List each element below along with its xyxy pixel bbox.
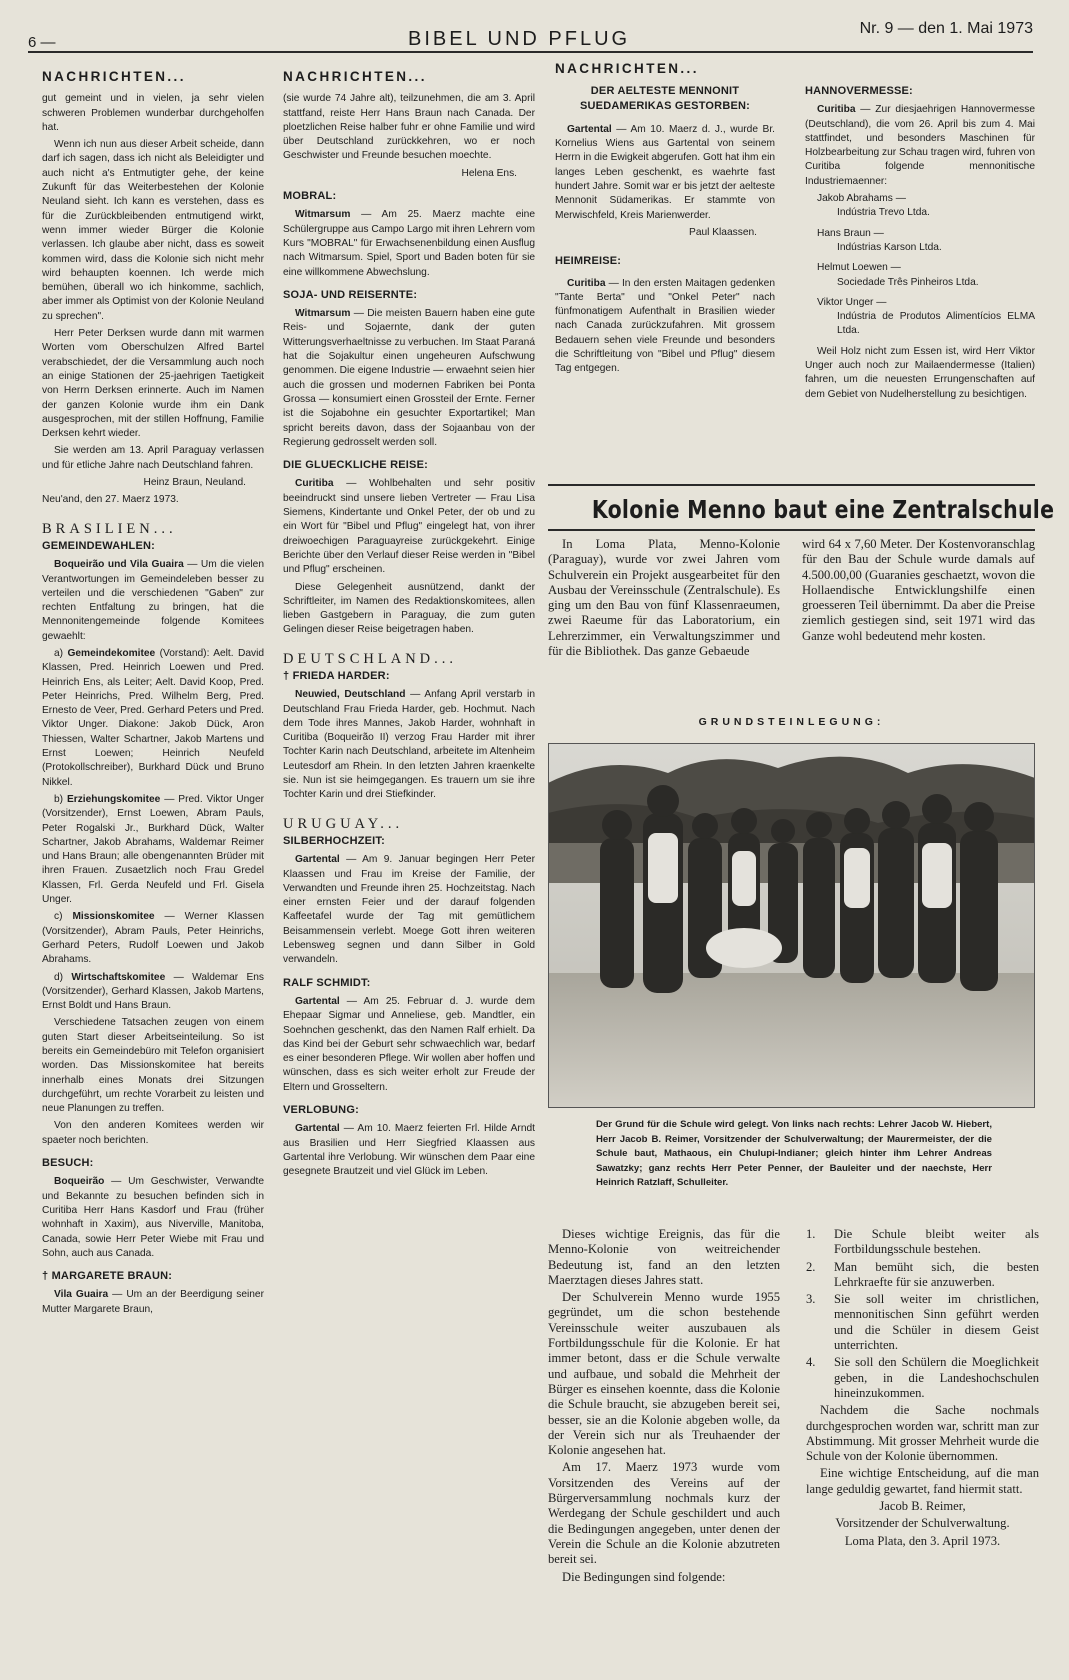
exhibitor-name: Jakob Abrahams — bbox=[817, 193, 906, 205]
column-1 bbox=[42, 70, 264, 1320]
page-number: 6 — bbox=[28, 34, 56, 51]
text: — Anfang April verstarb in Deutschland Frau Frieda Harder, geb. Hochmut. Nach dem Tode ihres Mannes, Jakob Harder, wohnhaft in Curitiba (Boqueirão II) verzog Frau Harder mit ihrer Tochter Karin nach Deutschland, arbeitete im Altenheim Leutesdorf am Rhein. In den letzten Jahren kraenkelte sie. Nun ist sie heimgegangen. Es trauern um sie ihre Tochter Karin und drei Stiefkinder. bbox=[283, 689, 535, 801]
item-text: Sie soll den Schülern die Moeglichkeit geben, in die Landeshochschulen hineinzukommen. bbox=[834, 1355, 1039, 1400]
column-2 bbox=[283, 70, 535, 1182]
article-heading: DER AELTESTE MENNONIT SUEDAMERIKAS GESTORBEN: bbox=[579, 85, 751, 112]
exhibitor-firm: Indústria de Produtos Alimentícios ELMA Ltda. bbox=[837, 311, 1035, 337]
paragraph bbox=[283, 1122, 535, 1179]
text: — Zur diesjaehrigen Hannovermesse (Deutschland), die vom 26. April bis zum 4. Mai stattfindet, und besonders Maschinen für Holzbearbeitung zur Schau tragen wird, fuhren von Curitiba folgende mennonitische Industriemaenner: bbox=[805, 104, 1035, 187]
place: Boqueirão und Vila Guaira bbox=[54, 559, 184, 571]
text: — Waldemar Ens (Vorsitzender), Gerhard Klassen, Jakob Martens, Ernst Boldt und Hans Braun. bbox=[42, 971, 264, 1012]
signature: Jacob B. Reimer, bbox=[879, 1499, 966, 1514]
item-text: Man bemüht sich, die besten Lehrkraefte für sie anzuwerben. bbox=[834, 1259, 1039, 1289]
place: Boqueirão bbox=[54, 1176, 105, 1188]
header-rule bbox=[28, 51, 1033, 53]
feature-top-rule bbox=[548, 484, 1035, 486]
paragraph bbox=[283, 477, 535, 577]
item-number: 4. bbox=[806, 1355, 816, 1370]
paragraph bbox=[283, 995, 535, 1095]
paragraph: a) Gemeindekomitee (Vorstand): Aelt. David Klassen, Pred. Heinrich Loewen und Pred. Heinrich Ens, als Leiter; Aelt. David Koop, Pred. Peter Heinrichs, Pred. Wilhelm Berg, Pred. Ernesto de Veer, Pred. Gerhard Peters und Pred. Viktor Unger. Diakone: Jakob Dück, Aron Thiessen, Walter Schartner, Jakob Martens und Ernst Loewen; Heinrich Neufeld (Protokollschreiber), Burkhard Dück und Bruno Nikkel. bbox=[42, 647, 265, 788]
article-heading: BESUCH: bbox=[42, 1157, 94, 1170]
article-heading: † FRIEDA HARDER: bbox=[283, 669, 390, 682]
paragraph: Wenn ich nun aus dieser Arbeit scheide, dann darf ich sagen, dass ich nicht als Beleidigter und auch nicht a's Entmutigter gehe, der keine Zukunft für das Weiterbestehen der Kolonie Neuland sieht. Ich kann es verstehen, dass es für die Zurückbleibenden entmutigend wirkt, wenn immer wieder Bürger die Kolonie verlassen. Ich glaube aber nicht, dass es soweit kommen wird, dass die Kolonie sich nicht mehr wird behaupten koennen. Ich werde mich bemühen, überall wo ich hinkomme, sachlich, aber immer als Optimist von der Kolonie Neuland zu sprechen". bbox=[42, 139, 264, 322]
article-heading: MOBRAL: bbox=[283, 190, 337, 203]
item-text: Die Schule bleibt weiter als Fortbildungsschule bestehen. bbox=[834, 1227, 1039, 1257]
paragraph: Diese Gelegenheit ausnützend, dankt der Schriftleiter, im Namen des Redaktionskomitees, allen lieben Gastgebern in Paraguay, die zum guten Gelingen dieser Reise beigetragen haben. bbox=[283, 581, 535, 636]
article-heading: GEMEINDEWAHLEN: bbox=[42, 539, 155, 552]
paragraph: In Loma Plata, Menno-Kolonie (Paraguay), wurde vor zwei Jahren vom Schulverein ein Projekt ausgearbeitet für den Ausbau der Vereinsschule (Zentralschule). Es ging um den Bau von fünf Klassenraeumen, zwei Raeume für das Laboratorium, ein Lehrerzimmer, ein Verwaltungszimmer und für die Bibliothek. Das ganze Gebaeude bbox=[548, 537, 780, 659]
exhibitor-firm: Indústria Trevo Ltda. bbox=[837, 207, 930, 219]
paragraph: c) Missionskomitee — Werner Klassen (Vorsitzender), Abram Pauls, Peter Heinrichs, Gerhard Peters, Rudolf Loewen und Jakob Abrahams. bbox=[42, 911, 264, 966]
place: Neuwied, Deutschland bbox=[295, 689, 406, 701]
label: Wirtschaftskomitee bbox=[71, 971, 166, 983]
text: — Am 9. Januar begingen Herr Peter Klaassen und Frau im Kreise der Familie, der Verwandten und Freunde ihren 25. Hochzeitstag. Nach einer ernsten Feier und der darauf folgenden Kaffeetafel wurde der Tag mit gemütlichem Beisammensein verlebt. Moege Gott ihren weiteren Lebensweg segnen und dann Silber in Gold verwandeln. bbox=[283, 854, 535, 966]
page-header bbox=[28, 14, 1033, 50]
paragraph bbox=[283, 688, 535, 802]
feature-body-left bbox=[548, 1227, 780, 1587]
section-heading: NACHRICHTEN... bbox=[42, 69, 186, 84]
text: (Vorstand): Aelt. David Klassen, Pred. Heinrich Loewen und Pred. Heinrich Ens, als Leiter; Aelt. David Koop, Pred. Peter Heinrichs, Pred. Wilhelm Berg, Pred. Ernesto de Veer, Pred. Gerhard Peters und Pred. Viktor Unger. Diakone: Jakob Dück, Aron Thiessen, Walter Schartner, Jakob Martens und Ernst Loewen; Heinrich Neufeld (Protokollschreiber), Burkhard Dück und Bruno Nikkel. bbox=[42, 647, 265, 788]
paragraph: Sie werden am 13. April Paraguay verlassen und für etliche Jahre nach Deutschland fahren. bbox=[42, 445, 264, 471]
section-heading: NACHRICHTEN... bbox=[555, 61, 699, 76]
exhibitor-firm: Indústrias Karson Ltda. bbox=[837, 241, 942, 253]
text: — Um die vielen Verantwortungen im Gemeindeleben besser zu verteilen und die verschiedenen "Gaben" zur rechten Entfaltung zu bringen, hat die Mennonitengemeinde folgende Komitees gewaehlt: bbox=[42, 559, 264, 642]
paragraph: Von den anderen Komitees werden wir spaeter noch berichten. bbox=[42, 1120, 264, 1146]
signature-role: Vorsitzender der Schulverwaltung. bbox=[835, 1516, 1010, 1531]
paragraph: Herr Peter Derksen wurde dann mit warmen Worten vom Oberschulzen Alfred Bartel verabschiedet, der die Versammlung auch noch an einige Stationen der 25-jaehrigen Taetigkeit von Herrn Derksen erinnerte. Auch im Namen der ganzen Kolonie wurde ihm ein Dank ausgesprochen, mit der stillen Hoffnung, Familie Derksen kehrt wieder. bbox=[42, 328, 264, 440]
place: Curitiba bbox=[817, 104, 856, 116]
exhibitor-firm: Sociedade Três Pinheiros Ltda. bbox=[837, 276, 979, 288]
country-heading: DEUTSCHLAND... bbox=[283, 650, 458, 667]
feature-headline-rule bbox=[548, 529, 1035, 531]
dateline: Neu'and, den 27. Maerz 1973. bbox=[42, 494, 179, 506]
paragraph bbox=[42, 1175, 264, 1261]
signature: Paul Klaassen. bbox=[689, 226, 757, 238]
country-heading: BRASILIEN... bbox=[42, 520, 177, 537]
label: Gemeindekomitee bbox=[67, 647, 156, 659]
exhibitor-name: Helmut Loewen — bbox=[817, 262, 901, 274]
article-heading: VERLOBUNG: bbox=[283, 1104, 359, 1116]
text: — Wohlbehalten und sehr positiv beeindruckt sind unsere lieben Vertreter — Frau Lisa Siemens, Kindertante und Onkel Peter, der ob und zu ein Wort für "Bibel und Pflug" eingelegt hat, von ihrer dreiwoechigen Paraguayreise zurückgekehrt. Einige Berichte über den Verlauf dieser Reise werden in "Bibel und Pflug" erscheinen. bbox=[283, 478, 535, 576]
text: — Am 10. Maerz feierten Frl. Hilde Arndt aus Brasilien und Herr Siegfried Klaassen aus Gartental ihre Verlobung. Wir wünschen dem Paar eine gesegnete Brautzeit und viel Glück im Leben. bbox=[283, 1123, 535, 1178]
place: Witmarsum bbox=[295, 209, 351, 221]
column-4 bbox=[805, 62, 1035, 405]
condition-item bbox=[806, 1292, 1039, 1353]
paragraph: wird 64 x 7,60 Meter. Der Kostenvoranschlag für den Bau der Schule wurde damals auf 4.500.00,00 (Guaranies geschaetzt, wovon die Hollaendische Entwicklungshilfe einen groesseren Teil übernimmt. Da aber die Preise ziemlich gestiegen sind, seit 1971 wird das Ganze wohl bedeutend mehr kosten. bbox=[802, 537, 1035, 643]
item-number: 2. bbox=[806, 1259, 816, 1274]
text: — Am 25. Maerz machte eine Schülergruppe aus Campo Largo mit ihren Lehrern vom Kurs "MOBRAL" für Erwachsenenbildung einen Ausflug nach Witmarsum. Spiel, Sport und Baden boten für sie eine willkommene Abwechslung. bbox=[283, 209, 535, 278]
place: Witmarsum bbox=[295, 308, 351, 320]
paragraph: Verschiedene Tatsachen zeugen von einem guten Start dieser Arbeitseinteilung. So ist bereits ein Gemeindebüro mit Telefon organisiert worden. Das Missionskomitee hat bereits innerhalb eines Monats drei Sitzungen durchgeführt, um rechte Vorarbeit zu leisten und neue Planungen zu treffen. bbox=[42, 1017, 264, 1115]
feature-intro-left bbox=[548, 537, 780, 661]
paragraph: Die Bedingungen sind folgende: bbox=[562, 1569, 726, 1584]
article-heading: SOJA- UND REISERNTE: bbox=[283, 288, 418, 301]
article-heading: HANNOVERMESSE: bbox=[805, 85, 913, 97]
item-text: Sie soll weiter im christlichen, mennonitischen Sinn geführt werden und die Schüler in diesem Geist unterrichten. bbox=[834, 1292, 1039, 1353]
text: — Um an der Beerdigung seiner Mutter Margarete Braun, bbox=[42, 1289, 264, 1315]
paragraph: b) Erziehungskomitee — Pred. Viktor Unger (Vorsitzender), Ernst Loewen, Abram Pauls, Peter Rogalski Jr., Burkhard Dück, Walter Schartner, Jakob Abrahams, Waldemar Reimer und Hans Braun; alle obengenannten Brüder mit ihren Frauen. Zusaetzlich noch Frau Gredel Klassen, Frl. Gerda Neufeld und Frl. Gisela Unger. bbox=[42, 793, 264, 906]
photo-illustration bbox=[548, 743, 1035, 1108]
text: — Pred. Viktor Unger (Vorsitzender), Ernst Loewen, Abram Pauls, Peter Rogalski Jr., Burkhard Dück, Walter Schartner, Jakob Abrahams, Waldemar Reimer und Hans Braun; alle obengenannten Brüder mit ihren Frauen. Zusaetzlich noch Frau Gredel Klassen, Frl. Gerda Neufeld und Frl. Gisela Unger. bbox=[42, 793, 264, 906]
exhibitor-name: Hans Braun — bbox=[817, 227, 884, 239]
signature: Heinz Braun, Neuland. bbox=[143, 477, 246, 489]
paragraph bbox=[42, 1288, 264, 1317]
paragraph: Dieses wichtige Ereignis, das für die Menno-Kolonie von weitreichender Bedeutung ist, fand an den letzten Maerztagen dieses Jahres statt. bbox=[548, 1227, 780, 1287]
place: Gartental bbox=[295, 1123, 340, 1135]
article-heading: HEIMREISE: bbox=[555, 255, 622, 268]
place: Gartental bbox=[295, 854, 340, 866]
paragraph: Nachdem die Sache nochmals durchgesprochen worden war, schritt man zur Abstimmung. Mit grosser Mehrheit wurde die Schule von der Kolonie übernommen. bbox=[806, 1403, 1039, 1464]
text: — In den ersten Maitagen gedenken "Tante Berta" und "Onkel Peter" nach fünfmonatigem Aufenthalt in Brasilien wieder nach Canada zurückzufahren. Mit grossem Bedauern sehen viele Freunde und besonders die Schriftleitung von "Bibel und Pflug" diesem Tag entgegen. bbox=[555, 277, 775, 375]
exhibitor-name: Viktor Unger — bbox=[817, 296, 887, 308]
text: — Die meisten Bauern haben eine gute Reis- und Sojaernte, dank der guten Witterungsverhaeltnisse zu verbuchen. Im Staat Paraná hat die Sojakultur einen ungeheuren Aufschwung genommen. Die eigene Industrie — erwaehnt seien hier auch die grossen und modernen Fabriken bei Ponta Grossa — konsumiert einen Grossteil der Ernte. Ferner ist die Sojabohne ein gesuchter Exportartikel; Man spricht bereits davon, dass der Sojaanbau von der Regierung gedrosselt werden soll. bbox=[283, 308, 536, 448]
place: Curitiba bbox=[567, 277, 606, 289]
photo-subhead: GRUNDSTEINLEGUNG: bbox=[698, 716, 885, 728]
place: Curitiba bbox=[295, 478, 334, 490]
paragraph bbox=[283, 853, 535, 967]
signature-dateline: Loma Plata, den 3. April 1973. bbox=[844, 1533, 1001, 1548]
section-heading: NACHRICHTEN... bbox=[283, 69, 427, 84]
place: Gartental bbox=[567, 123, 612, 135]
signature: Helena Ens. bbox=[461, 167, 517, 179]
article-heading: RALF SCHMIDT: bbox=[283, 976, 371, 989]
item-number: 3. bbox=[806, 1292, 816, 1307]
condition-item bbox=[806, 1355, 1039, 1401]
paragraph bbox=[555, 277, 775, 377]
paragraph bbox=[42, 558, 264, 644]
article-heading: † MARGARETE BRAUN: bbox=[42, 1270, 173, 1283]
place: Vila Guaira bbox=[54, 1289, 109, 1301]
feature-body-right bbox=[806, 1227, 1039, 1551]
place: Gartental bbox=[295, 995, 340, 1007]
country-heading: URUGUAY... bbox=[283, 815, 404, 832]
label: Missionskomitee bbox=[72, 911, 155, 923]
paragraph: Am 17. Maerz 1973 wurde vom Vorsitzenden des Vereins auf der Bürgerversammlung nochmals kurz der Werdegang der Schule geschildert und auch die Bedingungen angegeben, unter denen der Verein die Schule an die Kolonie abzutreten bereit sei. bbox=[548, 1460, 780, 1567]
label: Erziehungskomitee bbox=[66, 793, 161, 805]
publication-title: BIBEL UND PFLUG bbox=[408, 28, 631, 50]
paragraph bbox=[283, 208, 535, 279]
paragraph: d) Wirtschaftskomitee — Waldemar Ens (Vorsitzender), Gerhard Klassen, Jakob Martens, Ernst Boldt und Hans Braun. bbox=[42, 971, 264, 1012]
article-heading: DIE GLUECKLICHE REISE: bbox=[283, 459, 428, 472]
text: — Am 10. Maerz d. J., wurde Br. Kornelius Wiens aus Gartental von seinem Herrn in die Ewigkeit abgerufen. Gott hat ihm ein langes Leben geschenkt, es waehrte fast hundert Jahre. Somit war er bis jetzt der aelteste Mennonit Südamerikas. Er stammte von Merwischfeld, Kreis Marienwerder. bbox=[555, 123, 775, 221]
paragraph bbox=[283, 307, 535, 450]
groundbreaking-photo bbox=[548, 743, 1035, 1108]
issue-date: Nr. 9 — den 1. Mai 1973 bbox=[859, 20, 1033, 37]
item-number: 1. bbox=[806, 1227, 816, 1241]
text: — Um Geschwister, Verwandte und Bekannte zu besuchen befinden sich in Curitiba Herr Hans Kasdorf und Frau (früher wohnhaft in Xaxim), aus Niverville, Manitoba, Canada, sowie Herr Peter Wiebe mit Frau und Sohn, auch aus Canada. bbox=[42, 1176, 264, 1259]
feature-intro-right bbox=[802, 537, 1035, 646]
paragraph: Weil Holz nicht zum Essen ist, wird Herr Viktor Unger auch noch zur Mailaendermesse (Italien) fahren, um die neuesten Errungenschaften auf dem Gebiet von Nudelherstellung zu besichtigen. bbox=[805, 345, 1035, 400]
paragraph: (sie wurde 74 Jahre alt), teilzunehmen, die am 3. April stattfand, reiste Herr Hans Braun nach Canada. Der ploetzlichen Reise halber fuhr er ohne Familie und wird über Deutschland zurückkehren, wo er noch Geschwister und Freunde besuchen moechte. bbox=[283, 93, 535, 162]
column-3 bbox=[555, 62, 775, 380]
condition-item bbox=[806, 1260, 1039, 1291]
photo-caption: Der Grund für die Schule wird gelegt. Von links nach rechts: Lehrer Jacob W. Hiebert, Herr Jacob B. Reimer, Vorsitzender der Schulverwaltung; der Maurermeister, der die Schule baut, Mathaous, ein Chulupi-Indianer; gleich hinter ihm Lehrer Andreas Sawatzky; ganz rechts Herr Peter Penner, der Bauleiter und der naechste, Herr Heinrich Ratzlaff, Schulleiter. bbox=[596, 1119, 992, 1188]
feature-headline: Kolonie Menno baut eine Zentralschule bbox=[591, 495, 1055, 524]
paragraph: Der Schulverein Menno wurde 1955 gegründet, um die schon bestehende Vereinsschule weiter auszubauen als Fortbildungsschule für die Kolonie. Er hat immer betont, dass er die Schule verwalte und aufbaue, und sobald die Mehrheit der Bürger es einsehen koennte, dass die Kolonie die Schule braucht, sie abzugeben bereit sei, besser, sie an die Kolonie abgeben wolle, da der Verein sich nur als Treuhaender der Kolonie angesehen hat. bbox=[548, 1290, 780, 1458]
paragraph bbox=[555, 123, 775, 223]
text: — Werner Klassen (Vorsitzender), Abram Pauls, Peter Heinrichs, Gerhard Peters, Rudolf Loewen und Jakob Abrahams. bbox=[42, 911, 264, 966]
condition-item bbox=[806, 1227, 1039, 1258]
article-heading: SILBERHOCHZEIT: bbox=[283, 834, 385, 847]
paragraph: gut gemeint und in vielen, ja sehr vielen schweren Problemen wunderbar durchgeholfen hat. bbox=[42, 93, 264, 133]
paragraph: Eine wichtige Entscheidung, auf die man lange geduldig gewartet, fand hiermit statt. bbox=[806, 1466, 1039, 1496]
text: — Am 25. Februar d. J. wurde dem Ehepaar Sigmar und Anneliese, geb. Mandtler, ein Soehnchen geschenkt, das den Namen Ralf erhielt. Da das Kind bei der Geburt sehr schwaechlich war, bedarf es einer besonderen Pflege. Wir wollen aber hoffen und wünschen, dass es sich weiter erholt zur Freude der Eltern und Grosseltern. bbox=[283, 995, 535, 1093]
paragraph bbox=[805, 103, 1035, 189]
